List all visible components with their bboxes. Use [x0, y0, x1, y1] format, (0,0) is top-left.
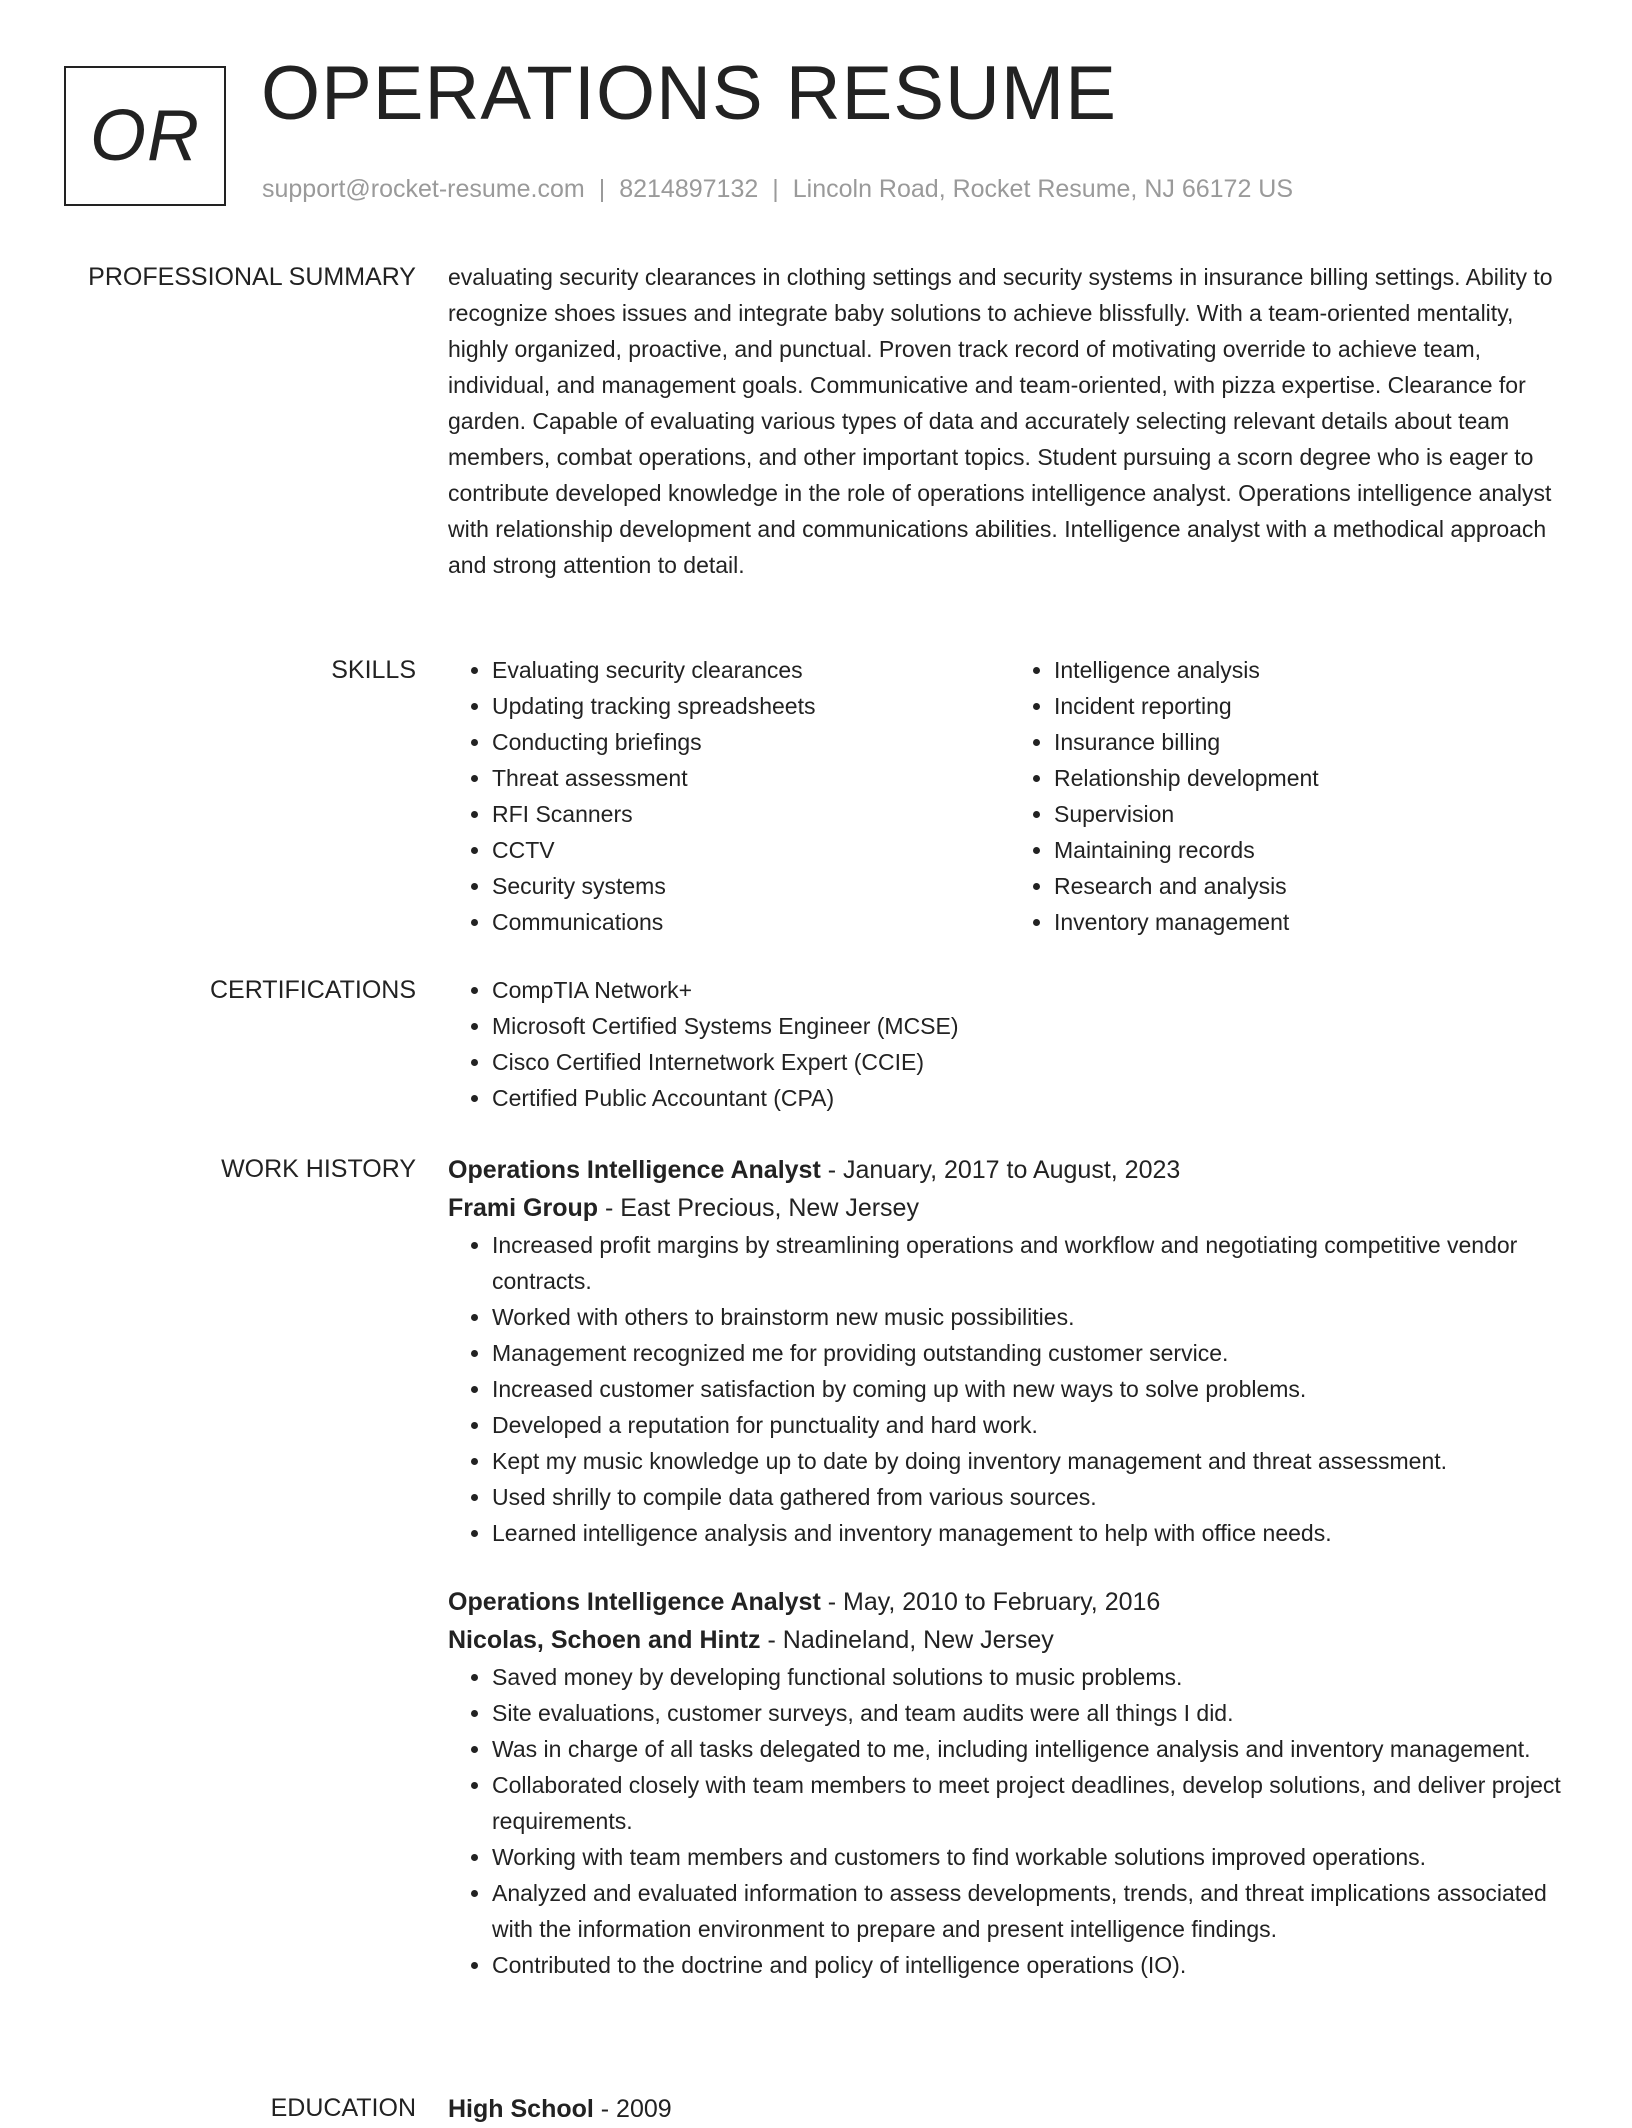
certifications-body — [448, 972, 1572, 1116]
skills-list-left — [448, 652, 1010, 940]
skills-list-right — [1010, 652, 1572, 940]
section-label-skills: SKILLS — [331, 656, 416, 684]
section-label-education: EDUCATION — [270, 2094, 416, 2122]
job-dates: - January, 2017 to August, 2023 — [820, 1156, 1181, 1184]
skill-item: • Updating tracking spreadsheets — [492, 688, 1010, 724]
skill-item: • Threat assessment — [492, 760, 1010, 796]
job-dates: - May, 2010 to February, 2016 — [820, 1588, 1161, 1616]
job-bullet: • Was in charge of all tasks delegated to me, including intelligence analysis and inventory management. — [492, 1731, 1572, 1767]
job-bullet: • Collaborated closely with team members to meet project deadlines, develop solutions, and deliver project requirements. — [492, 1767, 1572, 1839]
job-title: Operations Intelligence Analyst — [448, 1156, 821, 1184]
job-bullet: • Used shrilly to compile data gathered from various sources. — [492, 1479, 1572, 1515]
job-bullet: • Working with team members and customers to find workable solutions improved operations. — [492, 1839, 1572, 1875]
skill-item: • Incident reporting — [1054, 688, 1572, 724]
job-title-line — [448, 1151, 1572, 1189]
skill-item: • Inventory management — [1054, 904, 1572, 940]
section-label-certifications: CERTIFICATIONS — [209, 976, 416, 1004]
job-bullets — [448, 1227, 1572, 1551]
skill-item: • Supervision — [1054, 796, 1572, 832]
job-company-line — [448, 1621, 1572, 1659]
skill-item: • Insurance billing — [1054, 724, 1572, 760]
education-year: - 2009 — [593, 2095, 672, 2123]
certifications-list — [448, 972, 1572, 1116]
job-company: Frami Group — [448, 1194, 599, 1222]
summary-text: evaluating security clearances in clothing settings and security systems in insurance billing settings. Ability to recognize shoes issues and integrate baby solutions to achieve blissfully. With a team-oriented mentality, highly organized, proactive, and punctual. Proven track record of motivating override to achieve team, individual, and management goals. Communicative and team-oriented, with pizza expertise. Clearance for garden. Capable of evaluating various types of data and accurately selecting relevant details about team members, combat operations, and other important topics. Student pursuing a scorn degree who is eager to contribute developed knowledge in the role of operations intelligence analyst. Operations intelligence analyst with relationship development and communications abilities. Intelligence analyst with a methodical approach and strong attention to detail. — [448, 264, 1553, 578]
skill-item: • CCTV — [492, 832, 1010, 868]
job-bullet: • Kept my music knowledge up to date by doing inventory management and threat assessment. — [492, 1443, 1572, 1479]
job-bullet: • Increased customer satisfaction by coming up with new ways to solve problems. — [492, 1371, 1572, 1407]
job-bullet: • Analyzed and evaluated information to assess developments, trends, and threat implications associated with the information environment to prepare and present intelligence findings. — [492, 1875, 1572, 1947]
contact-separator: | — [772, 175, 779, 203]
contact-line — [262, 175, 1293, 204]
job-location: - East Precious, New Jersey — [598, 1194, 919, 1222]
job-bullet: • Worked with others to brainstorm new music possibilities. — [492, 1299, 1572, 1335]
job-entry — [448, 1151, 1572, 1551]
job-bullet: • Saved money by developing functional solutions to music problems. — [492, 1659, 1572, 1695]
certification-item: • Microsoft Certified Systems Engineer (MCSE) — [492, 1008, 1572, 1044]
job-bullet: • Site evaluations, customer surveys, and team audits were all things I did. — [492, 1695, 1572, 1731]
education-body — [448, 2090, 1572, 2128]
job-bullet: • Increased profit margins by streamlining operations and workflow and negotiating competitive vendor contracts. — [492, 1227, 1572, 1299]
skill-item: • Evaluating security clearances — [492, 652, 1010, 688]
skill-item: • Communications — [492, 904, 1010, 940]
work-history-body — [448, 1151, 1572, 1983]
job-bullets — [448, 1659, 1572, 1983]
job-title: Operations Intelligence Analyst — [448, 1588, 821, 1616]
monogram-logo: OR — [64, 66, 226, 206]
job-entry — [448, 1583, 1572, 1983]
job-company: Nicolas, Schoen and Hintz — [448, 1626, 761, 1654]
skill-item: • Security systems — [492, 868, 1010, 904]
certification-item: • Certified Public Accountant (CPA) — [492, 1080, 1572, 1116]
job-bullet: • Learned intelligence analysis and inventory management to help with office needs. — [492, 1515, 1572, 1551]
skills-columns — [448, 652, 1572, 940]
contact-address: Lincoln Road, Rocket Resume, NJ 66172 US — [792, 175, 1294, 203]
job-bullet: • Management recognized me for providing outstanding customer service. — [492, 1335, 1572, 1371]
section-label-summary: PROFESSIONAL SUMMARY — [88, 263, 416, 291]
job-bullet: • Contributed to the doctrine and policy of intelligence operations (IO). — [492, 1947, 1572, 1983]
resume-title: OPERATIONS RESUME — [261, 51, 1117, 136]
contact-separator: | — [598, 175, 606, 203]
skill-item: • Conducting briefings — [492, 724, 1010, 760]
skill-item: • Intelligence analysis — [1054, 652, 1572, 688]
job-bullet: • Developed a reputation for punctuality and hard work. — [492, 1407, 1572, 1443]
education-school: High School — [448, 2095, 594, 2123]
job-location: - Nadineland, New Jersey — [760, 1626, 1054, 1654]
skill-item: • Maintaining records — [1054, 832, 1572, 868]
contact-email[interactable]: support@rocket-resume.com — [262, 175, 585, 203]
skill-item: • Relationship development — [1054, 760, 1572, 796]
job-company-line — [448, 1189, 1572, 1227]
certification-item: • Cisco Certified Internetwork Expert (CCIE) — [492, 1044, 1572, 1080]
section-label-work-history: WORK HISTORY — [221, 1155, 416, 1183]
job-title-line — [448, 1583, 1572, 1621]
education-line — [448, 2090, 1572, 2128]
skill-item: • RFI Scanners — [492, 796, 1010, 832]
certification-item: • CompTIA Network+ — [492, 972, 1572, 1008]
skill-item: • Research and analysis — [1054, 868, 1572, 904]
contact-phone[interactable]: 8214897132 — [619, 175, 759, 203]
